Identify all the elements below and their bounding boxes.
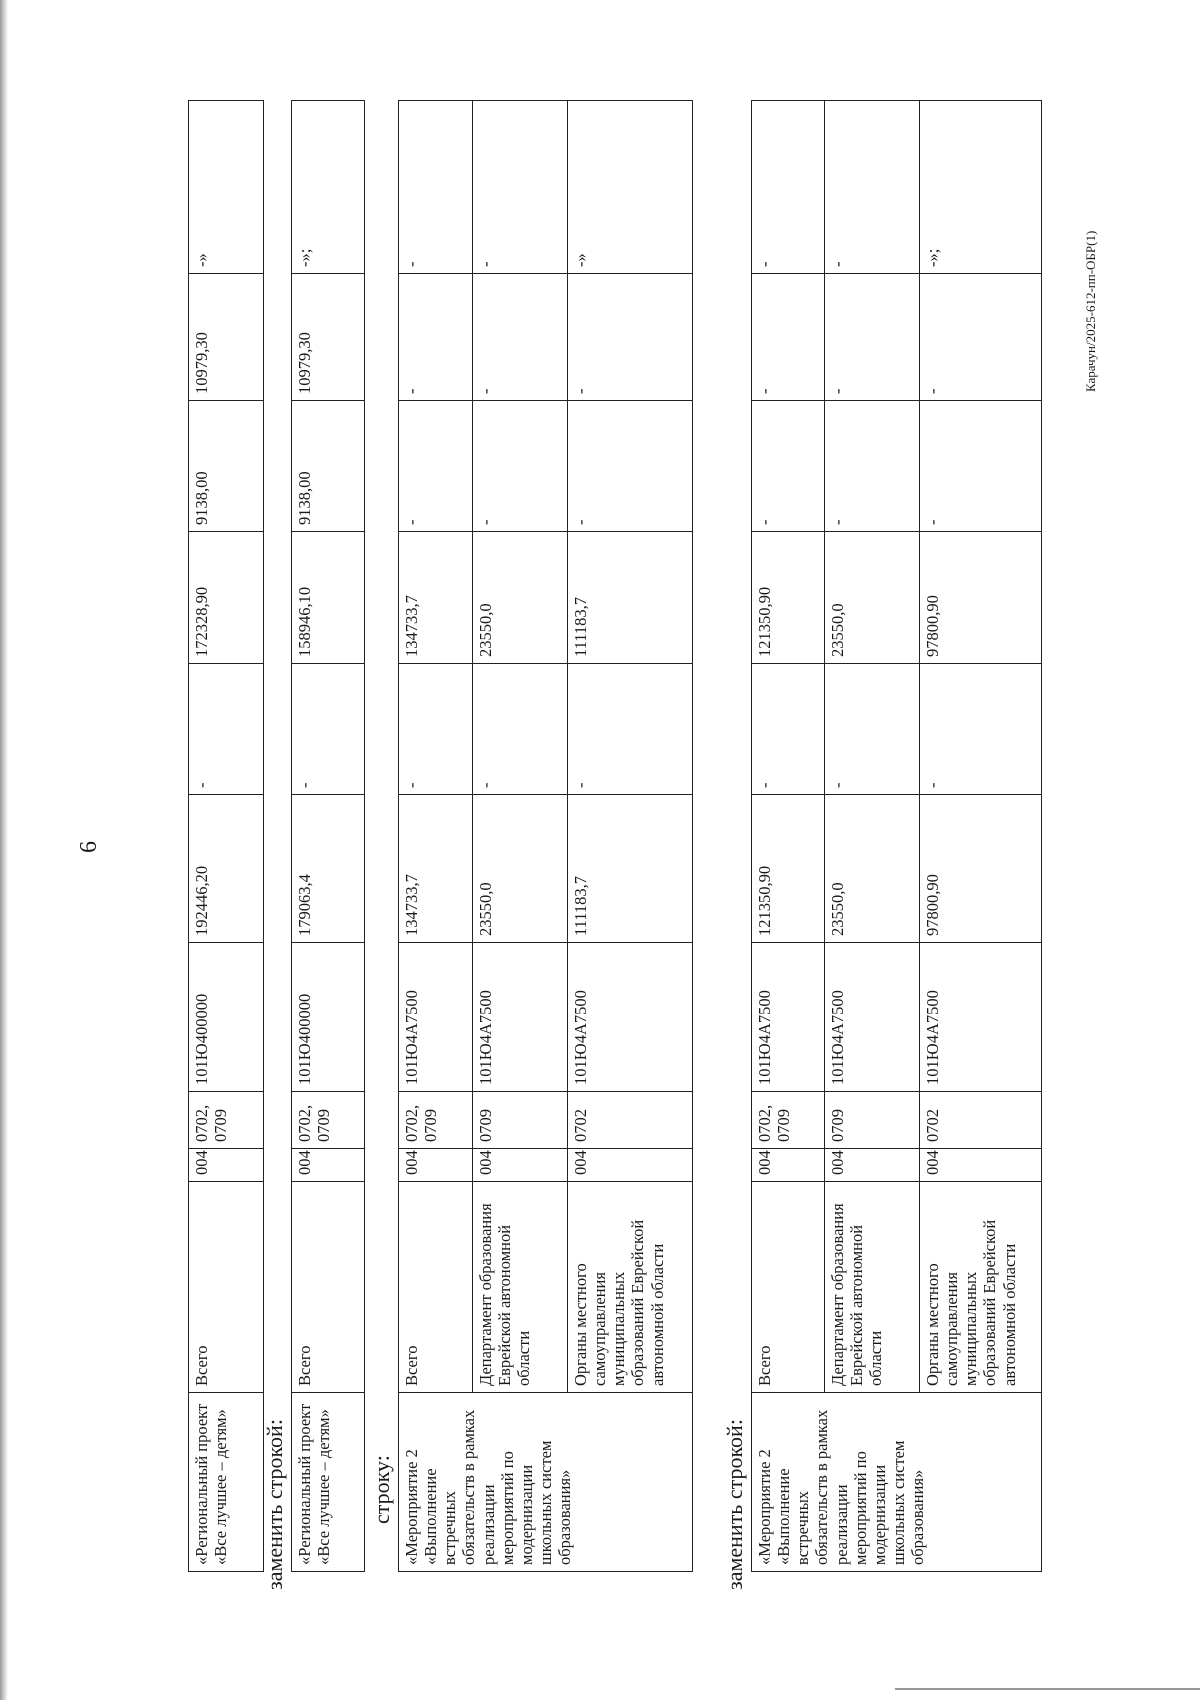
amount-cell: 158946,10	[292, 532, 365, 664]
event-name-cell: «Мероприятие 2 «Выполнение встречных обязательств в рамках реализации мероприятий по модернизации школьных систем образования»	[399, 1393, 693, 1572]
amount-cell: -	[568, 401, 693, 532]
replace-caption-2: заменить строкой:	[722, 1419, 747, 1590]
executor-cell: Органы местного самоуправления муниципальных образований Еврейской автономной области	[568, 1182, 693, 1393]
total-amount-cell: 134733,7	[399, 795, 473, 943]
target-article-cell: 101Ю4А7500	[473, 943, 568, 1092]
section-code-cell: 0709	[825, 1092, 920, 1149]
executor-cell: Департамент образования Еврейской автономной области	[473, 1182, 568, 1393]
amount-cell: -	[752, 401, 825, 532]
executor-cell: Всего	[399, 1182, 473, 1393]
amount-cell: 121350,90	[752, 532, 825, 664]
table-row	[399, 101, 473, 1572]
budget-table-2	[291, 100, 365, 1572]
executor-cell: Органы местного самоуправления муниципальных образований Еврейской автономной области	[920, 1182, 1042, 1393]
target-article-cell: 101Ю4А7500	[568, 943, 693, 1092]
row-caption: строку:	[369, 1455, 394, 1524]
amount-cell: -	[189, 664, 264, 795]
amount-cell: -	[568, 664, 693, 795]
amount-cell: -	[292, 664, 365, 795]
grbs-code-cell: 004	[825, 1149, 920, 1182]
section-code-cell: 0702, 0709	[752, 1092, 825, 1149]
grbs-code-cell: 004	[473, 1149, 568, 1182]
total-amount-cell: 111183,7	[568, 795, 693, 943]
total-amount-cell: 23550,0	[825, 795, 920, 943]
section-code-cell: 0702, 0709	[189, 1092, 264, 1149]
table-row	[752, 101, 825, 1572]
target-article-cell: 101Ю4А7500	[920, 943, 1042, 1092]
closing-cell: -»;	[292, 101, 365, 274]
amount-cell: -	[920, 664, 1042, 795]
amount-cell: 172328,90	[189, 532, 264, 664]
total-amount-cell: 23550,0	[473, 795, 568, 943]
amount-cell: -	[473, 401, 568, 532]
table-row	[920, 101, 1042, 1572]
section-code-cell: 0709	[473, 1092, 568, 1149]
section-code-cell: 0702, 0709	[399, 1092, 473, 1149]
amount-cell: -	[473, 274, 568, 401]
total-amount-cell: 97800,90	[920, 795, 1042, 943]
amount-cell: 10979,30	[292, 274, 365, 401]
project-name-cell: «Региональный проект «Все лучшее – детям»	[189, 1393, 264, 1572]
grbs-code-cell: 004	[189, 1149, 264, 1182]
closing-cell: -»	[189, 101, 264, 274]
section-code-cell: 0702	[920, 1092, 1042, 1149]
amount-cell: 111183,7	[568, 532, 693, 664]
amount-cell: -	[825, 664, 920, 795]
grbs-code-cell: 004	[292, 1149, 365, 1182]
footer-document-code: Карачун/2025-612-пп-ОБР(1)	[1083, 230, 1098, 392]
amount-cell: -	[920, 274, 1042, 401]
project-name-cell: «Региональный проект «Все лучшее – детям»	[292, 1393, 365, 1572]
section-code-cell: 0702	[568, 1092, 693, 1149]
table-row	[473, 101, 568, 1572]
replace-caption-1: заменить строкой:	[262, 1419, 287, 1590]
closing-cell: -	[752, 101, 825, 274]
amount-cell: -	[568, 274, 693, 401]
event-name-cell: «Мероприятие 2 «Выполнение встречных обязательств в рамках реализации мероприятий по модернизации школьных систем образования»	[752, 1393, 1042, 1572]
executor-cell: Всего	[292, 1182, 365, 1393]
target-article-cell: 101Ю4А7500	[825, 943, 920, 1092]
table-row	[292, 101, 365, 1572]
amount-cell: 9138,00	[292, 401, 365, 532]
table-row	[825, 101, 920, 1572]
amount-cell: -	[752, 274, 825, 401]
amount-cell: 134733,7	[399, 532, 473, 664]
amount-cell: -	[473, 664, 568, 795]
closing-cell: -	[473, 101, 568, 274]
amount-cell: -	[399, 274, 473, 401]
total-amount-cell: 179063,4	[292, 795, 365, 943]
amount-cell: -	[399, 401, 473, 532]
target-article-cell: 101Ю400000	[189, 943, 264, 1092]
target-article-cell: 101Ю400000	[292, 943, 365, 1092]
grbs-code-cell: 004	[568, 1149, 693, 1182]
amount-cell: 23550,0	[473, 532, 568, 664]
executor-cell: Департамент образования Еврейской автономной области	[825, 1182, 920, 1393]
total-amount-cell: 121350,90	[752, 795, 825, 943]
grbs-code-cell: 004	[920, 1149, 1042, 1182]
closing-cell: -»	[568, 101, 693, 274]
page-number: 6	[76, 841, 102, 853]
amount-cell: 97800,90	[920, 532, 1042, 664]
closing-cell: -	[399, 101, 473, 274]
budget-table-4	[751, 100, 1042, 1572]
grbs-code-cell: 004	[752, 1149, 825, 1182]
executor-cell: Всего	[752, 1182, 825, 1393]
grbs-code-cell: 004	[399, 1149, 473, 1182]
section-code-cell: 0702, 0709	[292, 1092, 365, 1149]
closing-cell: -»;	[920, 101, 1042, 274]
target-article-cell: 101Ю4А7500	[752, 943, 825, 1092]
executor-cell: Всего	[189, 1182, 264, 1393]
closing-cell: -	[825, 101, 920, 274]
budget-table-1	[188, 100, 264, 1572]
amount-cell: 10979,30	[189, 274, 264, 401]
target-article-cell: 101Ю4А7500	[399, 943, 473, 1092]
amount-cell: -	[825, 401, 920, 532]
budget-table-3	[398, 100, 693, 1572]
amount-cell: -	[399, 664, 473, 795]
amount-cell: 23550,0	[825, 532, 920, 664]
amount-cell: -	[920, 401, 1042, 532]
amount-cell: 9138,00	[189, 401, 264, 532]
total-amount-cell: 192446,20	[189, 795, 264, 943]
table-row	[189, 101, 264, 1572]
amount-cell: -	[752, 664, 825, 795]
table-row	[568, 101, 693, 1572]
amount-cell: -	[825, 274, 920, 401]
